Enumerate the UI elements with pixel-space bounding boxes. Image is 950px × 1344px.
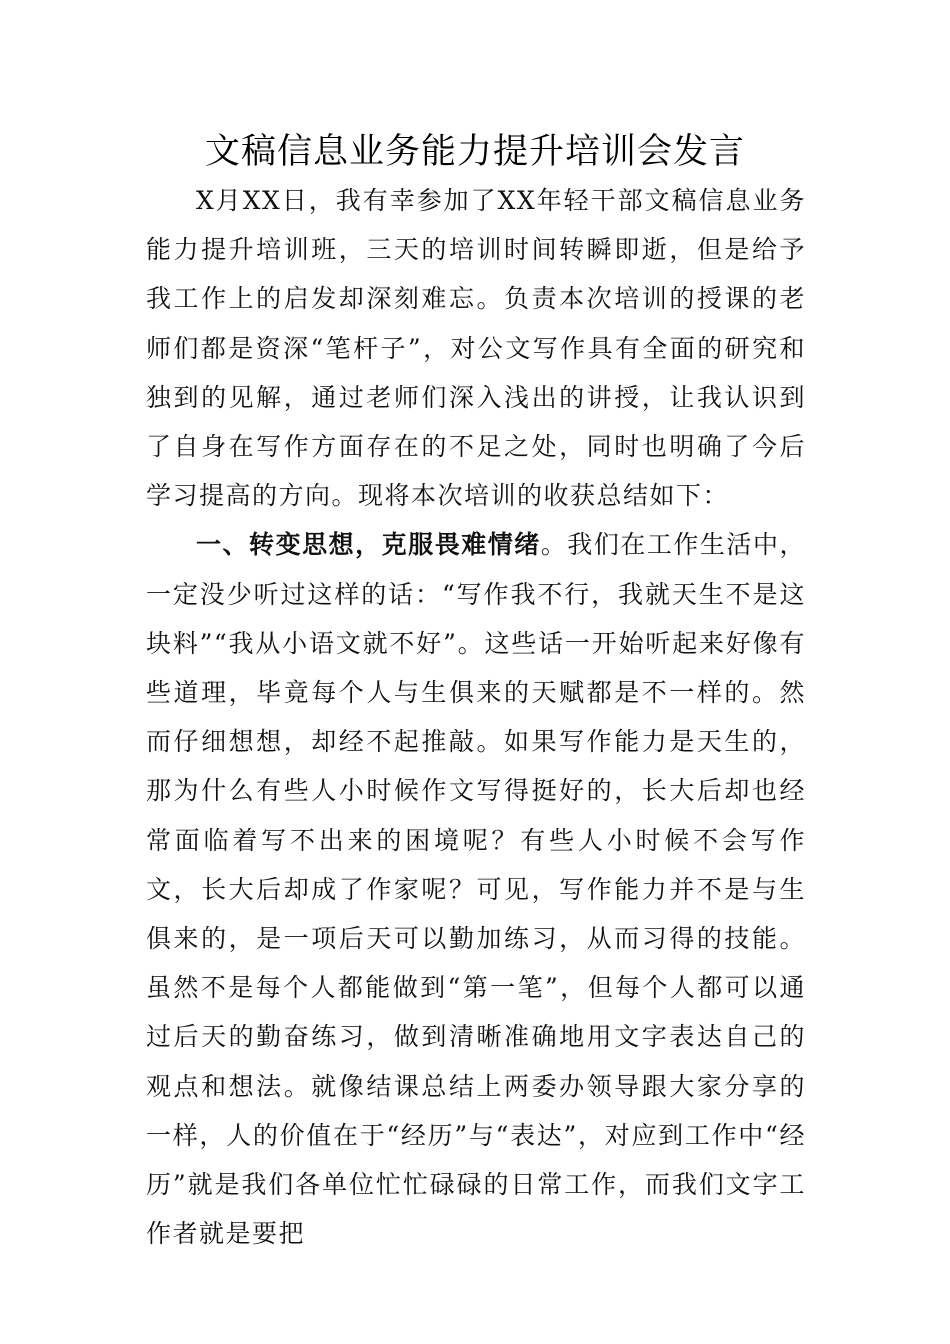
section-text: 。我们在工作生活中，一定没少听过这样的话：“写作我不行，我就天生不是这块料”“我从小语文就不好”。这些话一开始听起来好像有些道理，毕竟每个人与生俱来的天赋都是不一样的。然而仔细想想，却经不起推敲。如果写作能力是天生的，那为什么有些人小时候作文写得挺好的，长大后却也经常面临着写不出来的困境呢？有些人小时候不会写作文，长大后却成了作家呢？可见，写作能力并不是与生俱来的，是一项后天可以勤加练习，从而习得的技能。虽然不是每个人都能做到“第一笔”，但每个人都可以通过后天的勤奋练习，做到清晰准确地用文字表达自己的观点和想法。就像结课总结上两委办领导跟大家分享的一样，人的价值在于“经历”与“表达”，对应到工作中“经历”就是我们各单位忙忙碌碌的日常工作，而我们文字工作者就是要把 (146, 530, 806, 1249)
document-body (146, 176, 806, 1258)
paragraph-section-1 (146, 520, 806, 1258)
document-title: 文稿信息业务能力提升培训会发言 (204, 132, 745, 172)
paragraph-intro: X月XX日，我有幸参加了XX年轻干部文稿信息业务能力提升培训班，三天的培训时间转瞬即逝，但是给予我工作上的启发却深刻难忘。负责本次培训的授课的老师们都是资深“笔杆子”，对公文写作具有全面的研究和独到的见解，通过老师们深入浅出的讲授，让我认识到了自身在写作方面存在的不足之处，同时也明确了今后学习提高的方向。现将本次培训的收获总结如下： (146, 186, 806, 511)
section-heading: 一、转变思想，克服畏难情绪 (196, 530, 541, 560)
